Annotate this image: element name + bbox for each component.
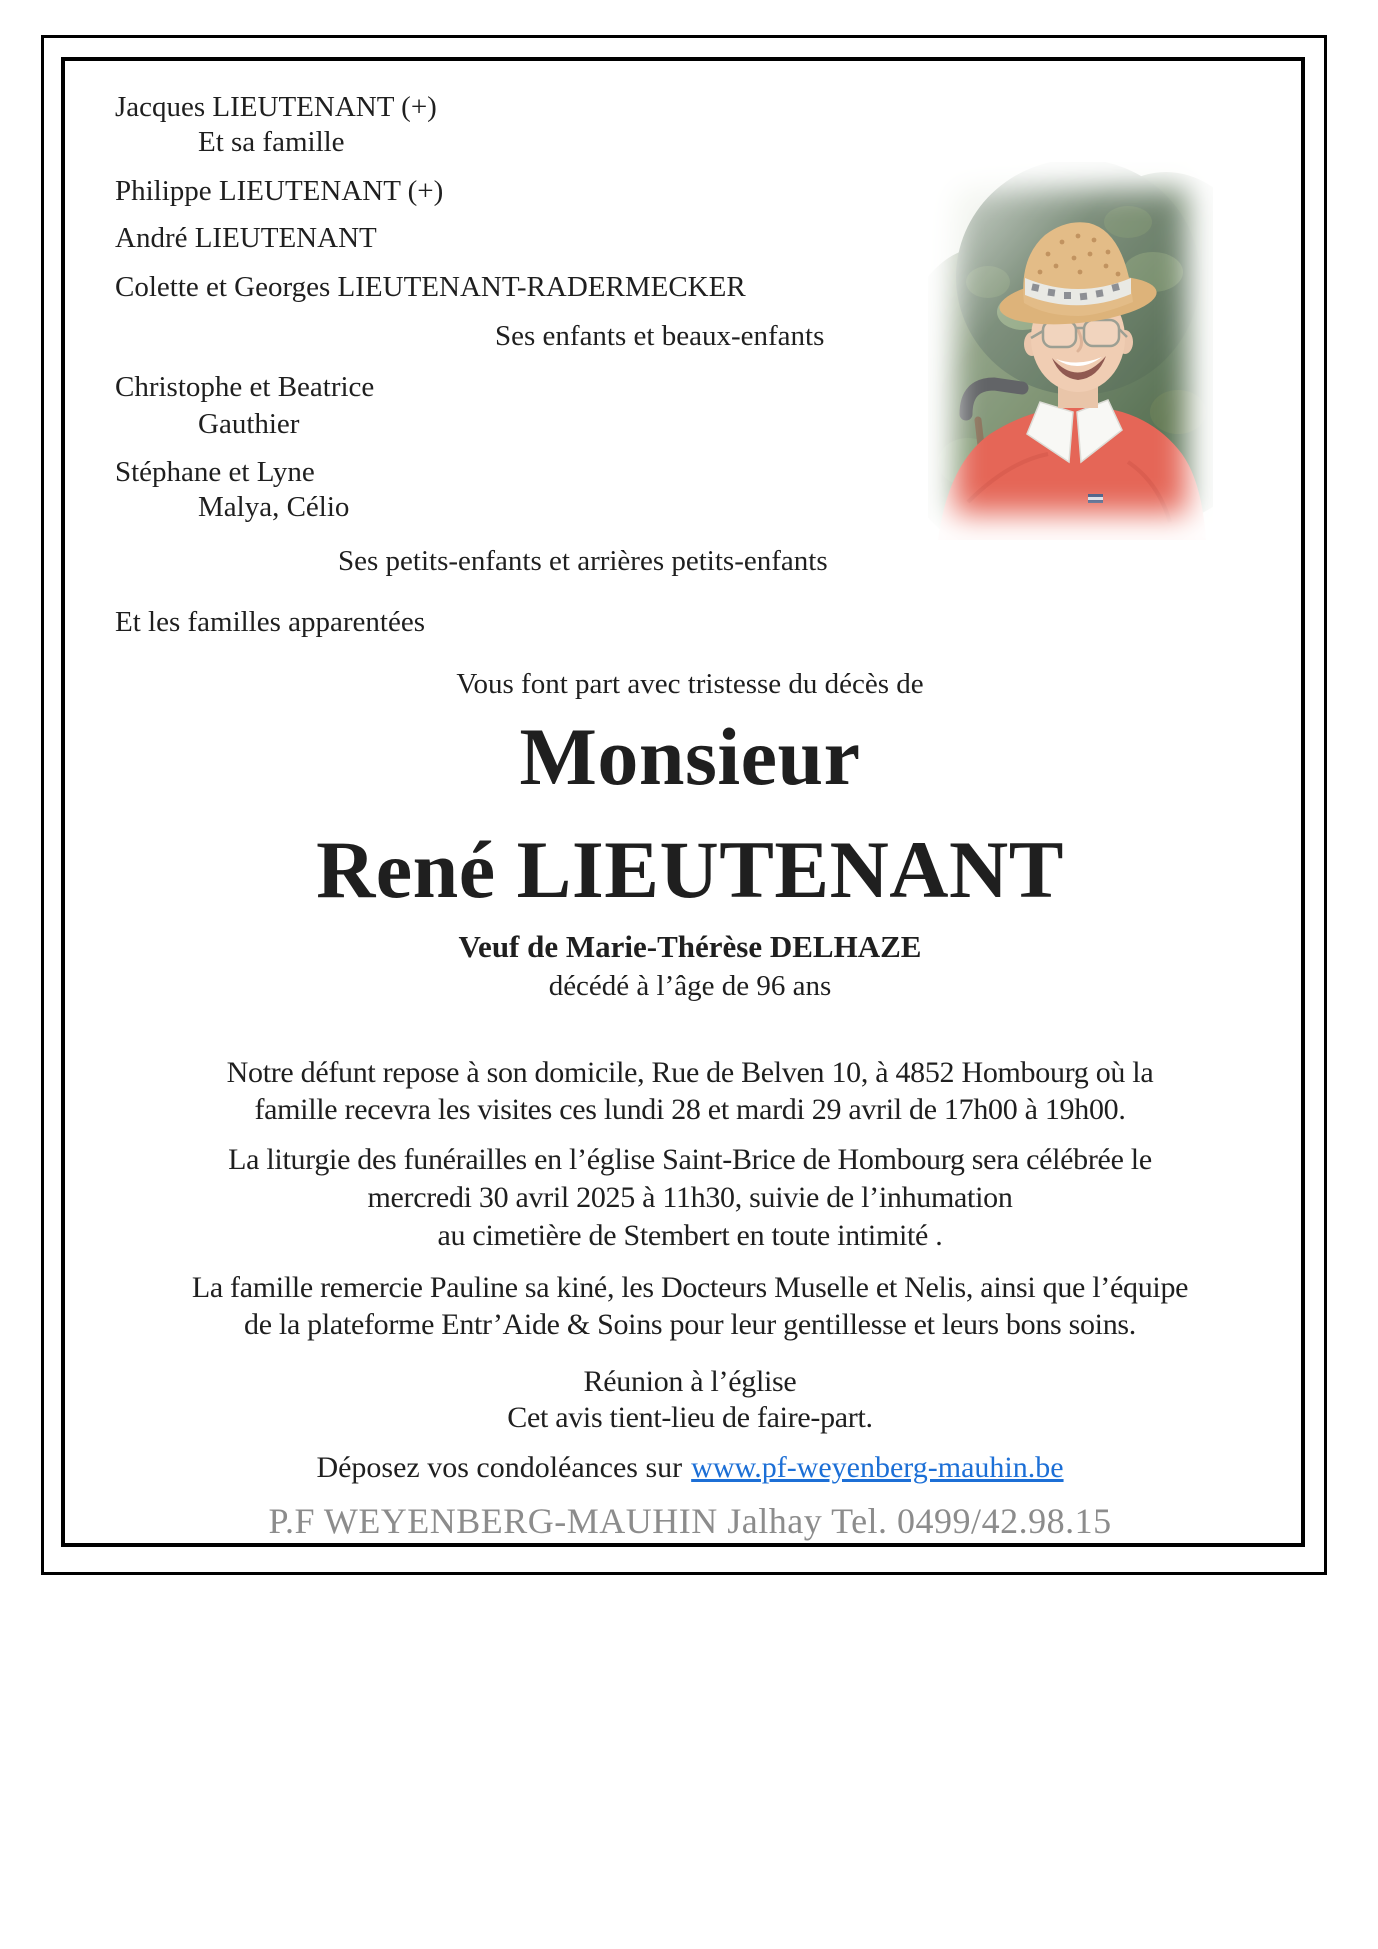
reunion-line: Réunion à l’église xyxy=(583,1365,797,1398)
family-line: Malya, Célio xyxy=(198,491,350,523)
condolences-link[interactable]: www.pf-weyenberg-mauhin.be xyxy=(691,1451,1064,1484)
thanks-line: de la plateforme Entr’Aide & Soins pour leur gentillesse et leurs bons soins. xyxy=(244,1308,1136,1341)
liturgy-line: au cimetière de Stembert en toute intimité . xyxy=(437,1219,943,1252)
notice-line: Cet avis tient-lieu de faire-part. xyxy=(507,1401,873,1434)
thanks-line: La famille remercie Pauline sa kiné, les Docteurs Muselle et Nelis, ainsi que l’équipe xyxy=(191,1271,1189,1304)
family-line: Christophe et Beatrice xyxy=(115,371,375,403)
family-line: Colette et Georges LIEUTENANT-RADERMECKER xyxy=(115,271,746,303)
family-line: Jacques LIEUTENANT (+) xyxy=(115,91,437,123)
family-line: Et sa famille xyxy=(198,126,345,158)
portrait-photo xyxy=(928,162,1213,540)
repose-line: famille recevra les visites ces lundi 28 et mardi 29 avril de 17h00 à 19h00. xyxy=(254,1093,1126,1126)
family-line: André LIEUTENANT xyxy=(115,222,377,254)
repose-line: Notre défunt repose à son domicile, Rue de Belven 10, à 4852 Hombourg où la xyxy=(226,1056,1154,1089)
relation-line: Ses petits-enfants et arrières petits-enfants xyxy=(338,545,828,577)
condolences-line xyxy=(61,1451,1319,1485)
intro-line: Vous font part avec tristesse du décès de xyxy=(456,668,924,700)
family-line: Et les familles apparentées xyxy=(115,606,426,638)
funeral-home-line: P.F WEYENBERG-MAUHIN Jalhay Tel. 0499/42.98.15 xyxy=(268,1501,1112,1541)
condolences-text: Déposez vos condoléances sur xyxy=(316,1451,683,1484)
family-line: Philippe LIEUTENANT (+) xyxy=(115,175,444,207)
widower-line: Veuf de Marie-Thérèse DELHAZE xyxy=(458,929,922,964)
family-line: Gauthier xyxy=(198,408,300,440)
title-monsieur: Monsieur xyxy=(519,711,861,802)
relation-line: Ses enfants et beaux-enfants xyxy=(495,320,825,352)
age-line: décédé à l’âge de 96 ans xyxy=(548,970,832,1002)
liturgy-line: mercredi 30 avril 2025 à 11h30, suivie de l’inhumation xyxy=(367,1181,1013,1214)
liturgy-line: La liturgie des funérailles en l’église Saint-Brice de Hombourg sera célébrée le xyxy=(228,1143,1152,1176)
deceased-name: René LIEUTENANT xyxy=(316,824,1064,915)
family-line: Stéphane et Lyne xyxy=(115,456,315,488)
